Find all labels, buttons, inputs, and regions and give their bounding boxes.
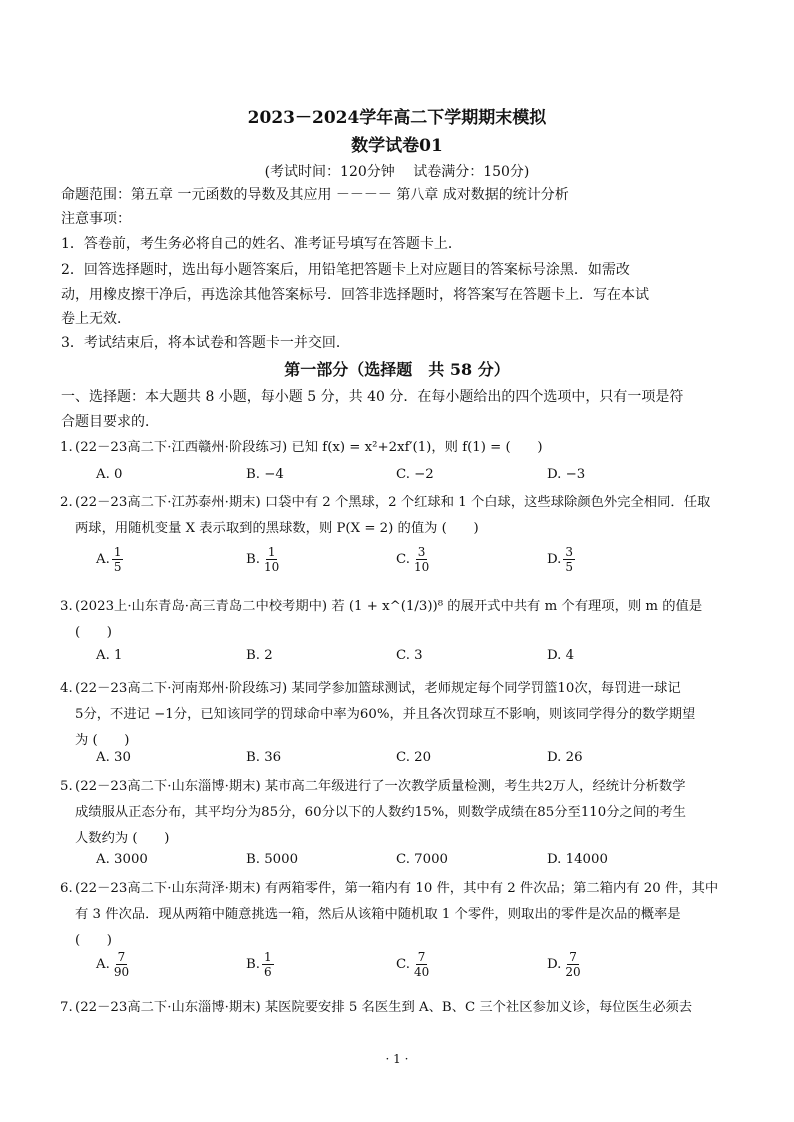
note-2c: 卷上无效． <box>61 311 131 327</box>
question-text: (22－23高二下·山东菏泽·期末) 有两箱零件，第一箱内有 10 件，其中有 2 件次品；第二箱内有 20 件，其中 <box>75 881 719 896</box>
question-number: 3. <box>60 599 73 614</box>
fraction: $\frac{3}{5}$ <box>565 545 574 574</box>
question-text: (22－23高二下·山东淄博·期末) 某医院要安排 5 名医生到 A、B、C 三个社区参加义诊，每位医生必须去 <box>75 1000 693 1015</box>
question-text: 5分，不进记 −1分，已知该同学的罚球命中率为60%，并且各次罚球互不影响，则该同学得分的数学期望 <box>75 707 696 722</box>
option-d[interactable]: D. 14000 <box>547 852 608 867</box>
question-text: 有 3 件次品．现从两箱中随意挑选一箱，然后从该箱中随机取 1 个零件，则取出的零件是次品的概率是 <box>75 907 681 922</box>
question-number: 2. <box>60 495 73 510</box>
question-3 <box>60 594 736 646</box>
option-d[interactable]: D. 4 <box>547 648 575 663</box>
section-intro-1: 一、选择题：本大题共 8 小题，每小题 5 分，共 40 分．在每小题给出的四个选项中，只有一项是符 <box>61 389 684 405</box>
question-3-options <box>96 648 736 678</box>
note-1: 1．答卷前，考生务必将自己的姓名、准考证号填写在答题卡上． <box>61 236 462 252</box>
option-b[interactable]: B. $\frac{1}{6}$ <box>246 950 272 979</box>
section-title: 第一部分（选择题 共 58 分） <box>284 360 510 379</box>
question-text: (22－23高二下·江苏泰州·期末) 口袋中有 2 个黑球，2 个红球和 1 个白球，这些球除颜色外完全相同．任取 <box>75 495 711 510</box>
question-text: (22－23高二下·山东淄博·期末) 某市高二年级进行了一次教学质量检测，考生共2万人，经统计分析数学 <box>75 779 686 794</box>
question-text: 为 ( ) <box>75 733 130 748</box>
fraction: $\frac{1}{10}$ <box>264 545 280 574</box>
option-d[interactable]: D. $\frac{7}{20}$ <box>547 950 581 979</box>
note-3: 3．考试结束后，将本试卷和答题卡一并交回． <box>61 335 350 351</box>
question-text: ( ) <box>75 933 112 948</box>
option-c[interactable]: C. −2 <box>396 467 434 482</box>
option-a[interactable]: A. $\frac{1}{5}$ <box>96 545 122 574</box>
option-b[interactable]: B. 36 <box>246 750 282 765</box>
exam-subtitle: 数学试卷01 <box>351 136 443 156</box>
option-d[interactable]: D. 26 <box>547 750 583 765</box>
section-intro-2: 合题目要求的． <box>61 414 159 430</box>
fraction: $\frac{3}{10}$ <box>413 545 430 574</box>
exam-title: 2023－2024学年高二下学期期末模拟 <box>247 108 547 128</box>
question-text: 两球，用随机变量 X 表示取到的黑球数，则 P(X = 2) 的值为 ( ) <box>75 521 479 536</box>
question-number: 6. <box>60 881 73 896</box>
fraction: $\frac{7}{40}$ <box>413 950 430 979</box>
option-b[interactable]: B. 5000 <box>246 852 299 867</box>
option-a[interactable]: A. 0 <box>96 467 123 482</box>
option-c[interactable]: C. 20 <box>396 750 432 765</box>
note-2a: 2．回答选择题时，选出每小题答案后，用铅笔把答题卡上对应题目的答案标号涂黑．如需改 <box>61 262 630 278</box>
option-c[interactable]: C. 7000 <box>396 852 448 867</box>
question-text: (22－23高二下·江西赣州·阶段练习) 已知 f(x) = x²+2xf′(1)，则 f(1) = ( ) <box>75 440 543 455</box>
fraction: $\frac{7}{20}$ <box>565 950 581 979</box>
option-c[interactable]: C. $\frac{3}{10}$ <box>396 545 430 574</box>
question-2-options <box>96 545 736 575</box>
question-number: 5. <box>60 779 73 794</box>
question-6-options <box>96 950 736 980</box>
scope-line: 命题范围：第五章 一元函数的导数及其应用 －－－－ 第八章 成对数据的统计分析 <box>61 187 569 203</box>
fraction: $\frac{7}{90}$ <box>113 950 130 979</box>
question-6 <box>60 876 736 954</box>
option-b[interactable]: B. $\frac{1}{10}$ <box>246 545 280 574</box>
option-a[interactable]: A. 1 <box>96 648 123 663</box>
question-text: (2023上·山东青岛·高三青岛二中校考期中) 若 (1 + x^(1/3))⁸ 的展开式中共有 m 个有理项，则 m 的值是 <box>75 599 703 614</box>
question-number: 7. <box>60 1000 73 1015</box>
page-number: · 1 · <box>385 1052 409 1066</box>
exam-info: (考试时间：120分钟 试卷满分：150分) <box>264 164 530 180</box>
notes-heading: 注意事项： <box>61 211 131 227</box>
fraction: $\frac{1}{6}$ <box>264 950 272 979</box>
question-number: 4. <box>60 681 73 696</box>
question-1 <box>60 435 736 461</box>
option-a[interactable]: A. 3000 <box>96 852 148 867</box>
option-a[interactable]: A. 30 <box>96 750 131 765</box>
option-b[interactable]: B. 2 <box>246 648 273 663</box>
note-2b: 动，用橡皮擦干净后，再选涂其他答案标号．回答非选择题时，将答案写在答题卡上．写在本试 <box>61 287 649 303</box>
question-text: (22－23高二下·河南郑州·阶段练习) 某同学参加篮球测试，老师规定每个同学罚篮10次，每罚进一球记 <box>75 681 681 696</box>
question-text: 人数约为 ( ) <box>75 831 170 846</box>
fraction: $\frac{1}{5}$ <box>113 545 122 574</box>
question-text: 成绩服从正态分布，其平均分为85分，60分以下的人数约15%，则数学成绩在85分至110分之间的考生 <box>75 805 686 820</box>
option-d[interactable]: D. $\frac{3}{5}$ <box>547 545 574 574</box>
option-c[interactable]: C. 3 <box>396 648 423 663</box>
question-4 <box>60 676 736 754</box>
option-c[interactable]: C. $\frac{7}{40}$ <box>396 950 430 979</box>
question-text: ( ) <box>75 625 112 640</box>
option-a[interactable]: A. $\frac{7}{90}$ <box>96 950 130 979</box>
option-d[interactable]: D. −3 <box>547 467 586 482</box>
question-number: 1. <box>60 440 73 455</box>
option-b[interactable]: B. −4 <box>246 467 284 482</box>
question-5 <box>60 774 736 852</box>
question-2 <box>60 490 736 542</box>
question-7 <box>60 995 736 1021</box>
